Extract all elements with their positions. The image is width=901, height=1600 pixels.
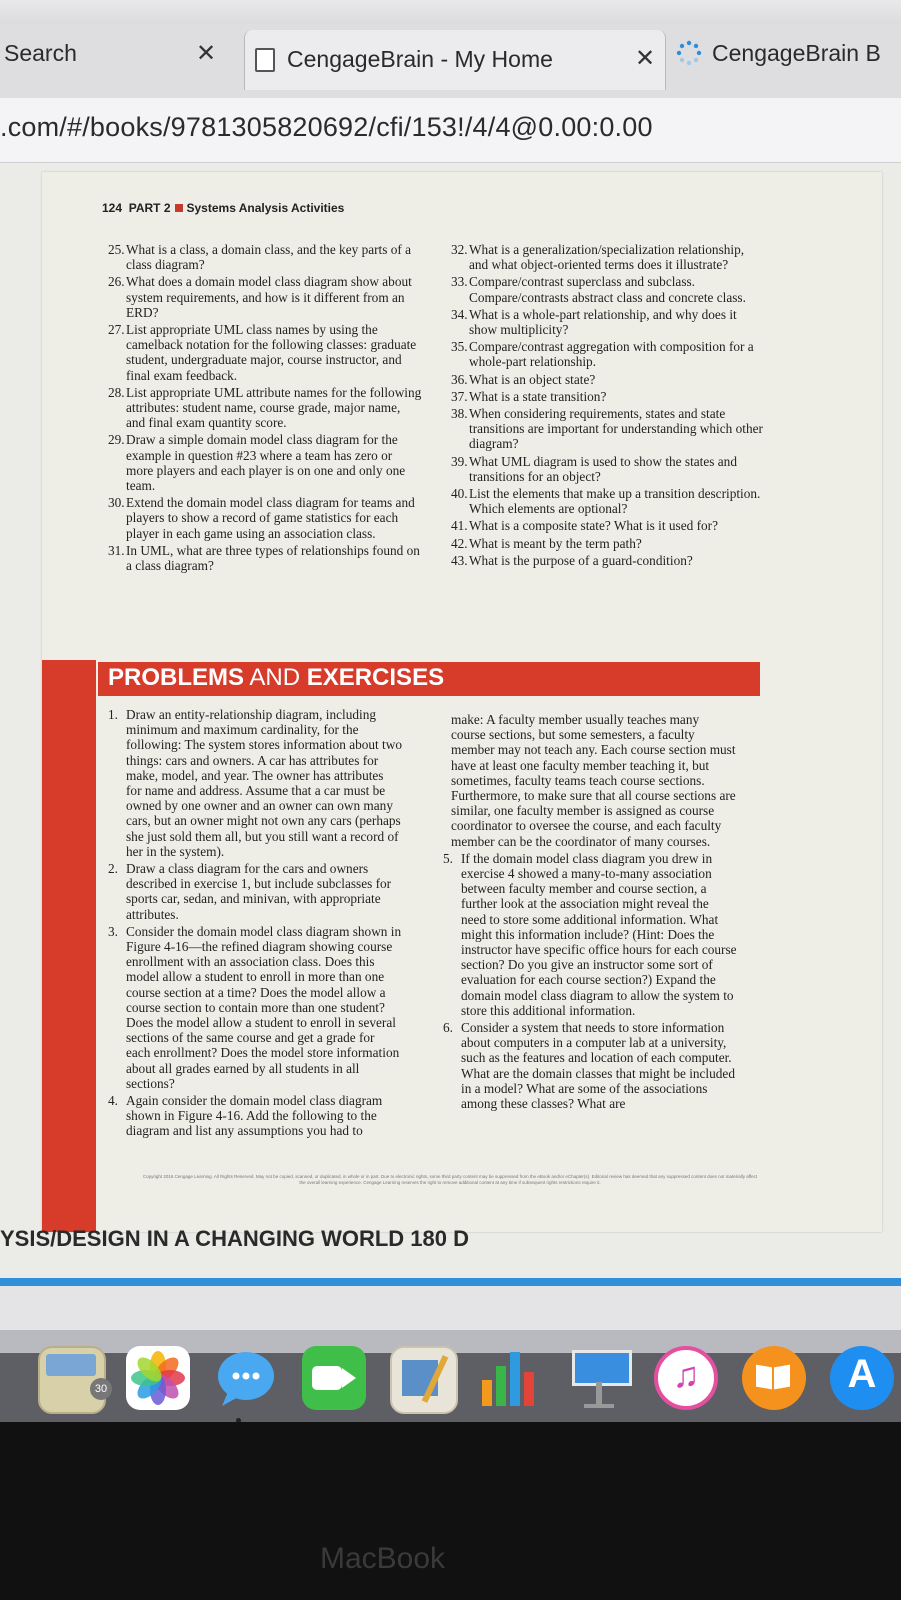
preview-icon[interactable] [390, 1346, 458, 1414]
section-banner [98, 662, 760, 696]
item-number: 33. [451, 274, 468, 290]
list-item [102, 274, 422, 320]
book-page-icon [756, 1365, 772, 1390]
item-number: 2. [108, 861, 118, 877]
item-text: Consider the domain model class diagram shown in Figure 4-16—the refined diagram showing course enrollment with an association class. Does this model allow a student to enroll in more than one course section at a time? Does the model allow a course section to contain more than one student? Does the model allow a student to enroll in several sections of the same course and get a grade for each enrollment? Does the model store information about all grades earned by all students in all sections? [126, 923, 402, 1091]
title-part: AND [244, 664, 307, 691]
item-text: What is the purpose of a guard-condition? [469, 552, 693, 568]
item-number: 4. [108, 1093, 118, 1109]
list-item [445, 274, 765, 304]
calendar-badge: 30 [90, 1378, 112, 1400]
item-text: In UML, what are three types of relationships found on a class diagram? [126, 542, 420, 574]
item-text: Draw a class diagram for the cars and owners described in exercise 1, but include subclasses for sports car, sedan, and minivan, with appropriate attributes. [126, 861, 392, 922]
loading-spinner-icon [676, 40, 702, 66]
list-item [102, 924, 402, 1091]
calendar-header [46, 1354, 96, 1376]
item-number: 32. [451, 242, 468, 257]
problems-left [102, 707, 402, 1141]
item-number: 36. [451, 371, 468, 387]
list-item [445, 486, 765, 516]
list-item [437, 851, 737, 1018]
numbers-icon[interactable] [478, 1346, 542, 1410]
list-item [445, 553, 765, 568]
section-label: Systems Analysis Activities [186, 201, 345, 215]
list-item [445, 389, 765, 404]
item-number: 42. [451, 535, 468, 551]
book-page-icon [774, 1365, 790, 1390]
item-number: 34. [451, 306, 468, 322]
photos-icon[interactable] [126, 1346, 190, 1410]
podium-stand-icon [596, 1382, 602, 1406]
url-text[interactable]: .com/#/books/9781305820692/cfi/153!/4/4@0.00:0.00 [0, 112, 653, 142]
item-number: 39. [451, 453, 468, 469]
item-number: 28. [108, 384, 125, 400]
item-number: 29. [108, 432, 125, 448]
messages-icon[interactable] [214, 1346, 278, 1410]
ibooks-icon[interactable] [742, 1346, 806, 1410]
item-text: What is a whole-part relationship, and why does it show multiplicity? [469, 306, 737, 338]
list-item [445, 454, 765, 484]
photos-flower-icon [126, 1346, 190, 1410]
tab-cengagebrain-b[interactable] [670, 28, 901, 78]
item-number: 1. [108, 707, 118, 722]
review-questions-right [445, 242, 765, 570]
tab-label: Search [4, 39, 77, 66]
bar-icon [482, 1380, 492, 1406]
item-text: If the domain model class diagram you drew in exercise 4 showed a many-to-many association between faculty member and course section, a further look at the association might reveal the need to store some additional information. What might this information include? (Hint: Does the instructor have specific office hours for each course section? Do you give an instructor some sort of evaluation for each course section?) Expand the domain model class diagram to allow the system to store this additional information. [461, 850, 737, 1018]
item-number: 5. [443, 850, 453, 866]
item-number: 25. [108, 242, 125, 257]
item-text: Consider a system that needs to store information about computers in a computer lab at a university, such as the features and location of each computer. What are the domain classes that might be included in a model? What are some of the associations among these classes? What are [461, 1020, 735, 1112]
list-item [102, 707, 402, 859]
podium-base-icon [584, 1404, 614, 1408]
list-item [102, 495, 422, 541]
itunes-icon[interactable] [654, 1346, 718, 1410]
music-note-icon: ♫ [672, 1354, 700, 1395]
item-text: What is a class, a domain class, and the key parts of a class diagram? [126, 242, 412, 273]
item-number: 38. [451, 406, 468, 422]
list-item [102, 861, 402, 922]
item-text: What does a domain model class diagram show about system requirements, and how is it different from an ERD? [126, 274, 412, 320]
item-text: What UML diagram is used to show the states and transitions for an object? [469, 453, 737, 484]
list-item [102, 1093, 402, 1139]
item-text: Extend the domain model class diagram for teams and players to show a record of game statistics for each player in each game using an association class. [126, 495, 415, 541]
bar-icon [524, 1372, 534, 1406]
list-item [102, 432, 422, 493]
item-number: 40. [451, 486, 468, 502]
tab-cengagebrain-home[interactable] [244, 30, 666, 90]
list-item [445, 372, 765, 387]
keynote-icon[interactable] [566, 1346, 630, 1410]
app-store-icon[interactable] [830, 1346, 894, 1410]
close-icon[interactable]: ✕ [635, 45, 656, 72]
bar-icon [510, 1352, 520, 1406]
list-item [445, 536, 765, 551]
copyright-notice: Copyright 2016 Cengage Learning. All Rights Reserved. May not be copied, scanned, or duplicated, in whole or in part. Due to electronic rights, some third party content may be suppressed from the eBook and/or eChapter(s). Editorial review has deemed that any suppressed content does not materially affect the overall learning experience. Cengage Learning reserves the right to remove additional content at any time if subsequent rights restrictions require it. [142, 1174, 758, 1185]
part-label: PART 2 [128, 201, 171, 215]
progress-bar [0, 1278, 901, 1286]
bar-icon [496, 1366, 506, 1406]
page-margin-bar [42, 660, 96, 1232]
list-item [437, 1020, 737, 1111]
speech-bubble-icon [214, 1346, 278, 1410]
page-number: 124 [102, 201, 123, 215]
list-item [102, 385, 422, 431]
book-title-banner: YSIS/DESIGN IN A CHANGING WORLD 180 D [0, 1226, 469, 1251]
item-text: What is a composite state? What is it used for? [469, 518, 718, 534]
review-questions-left [102, 242, 422, 575]
problems-right [437, 712, 737, 1113]
facetime-icon[interactable] [302, 1346, 366, 1410]
list-item [445, 307, 765, 337]
item-text: List appropriate UML class names by using the camelback notation for the following classes: graduate student, undergraduate major, course instructor, and final exam feedback. [126, 322, 417, 383]
item-number: 41. [451, 518, 468, 534]
calendar-icon[interactable] [38, 1346, 106, 1414]
list-item [102, 322, 422, 383]
address-bar[interactable] [0, 98, 901, 163]
item-number: 35. [451, 339, 468, 355]
list-item [445, 518, 765, 533]
item-number: 30. [108, 495, 125, 511]
list-item [102, 543, 422, 573]
square-bullet-icon [175, 204, 183, 212]
item-text: List appropriate UML attribute names for the following attributes: student name, course grade, major name, and final exam quantity score. [126, 384, 422, 431]
list-item [445, 339, 765, 369]
list-item [445, 406, 765, 452]
item-number: 26. [108, 274, 125, 290]
item-text: What is a state transition? [469, 388, 607, 404]
title-part: PROBLEMS [108, 664, 245, 691]
item-text: Draw a simple domain model class diagram for the example in question #23 where a team has zero or more players and each player is on one and only one team. [126, 432, 406, 494]
item-text: When considering requirements, states and state transitions are important for understanding which other diagram? [469, 406, 763, 452]
item-number: 6. [443, 1020, 453, 1036]
list-item [102, 242, 422, 272]
item-number: 27. [108, 322, 125, 338]
item-text: What is meant by the term path? [469, 535, 642, 551]
section-title [108, 664, 444, 692]
item-text: Draw an entity-relationship diagram, including minimum and maximum cardinality, for the following: The system stores information about two things: cars and owners. A car has attributes for make, model, and year. The owner has attributes for name and address. Assume that a car must be owned by one owner and an owner can own many cars, but an owner might not own any cars (perhaps she just sold them all, but you still want a record of her in the system). [126, 707, 403, 859]
laptop-bezel [0, 1422, 901, 1600]
item-number: 43. [451, 552, 468, 568]
document-icon [255, 48, 275, 72]
item-number: 37. [451, 388, 468, 404]
app-store-a-icon: A [847, 1352, 877, 1396]
item-number: 31. [108, 542, 125, 558]
item-text: Compare/contrast aggregation with composition for a whole-part relationship. [469, 339, 754, 370]
item-text: List the elements that make up a transition description. Which elements are optional? [469, 486, 761, 517]
presentation-screen-icon [572, 1350, 632, 1386]
camera-body-icon [312, 1366, 342, 1390]
tab-label: CengageBrain - My Home [287, 46, 553, 72]
window-titlebar [0, 0, 901, 24]
list-item [445, 242, 765, 272]
tab-label: CengageBrain B [712, 39, 881, 66]
macbook-label: MacBook [320, 1542, 446, 1575]
title-part: EXERCISES [306, 664, 445, 691]
close-icon[interactable]: ✕ [196, 39, 217, 67]
tab-search[interactable] [0, 28, 240, 78]
item-text: What is an object state? [469, 371, 596, 387]
item-text: Again consider the domain model class diagram shown in Figure 4-16. Add the following to the diagram and list any assumptions you had to [126, 1093, 383, 1139]
continued-text: make: A faculty member usually teaches many course sections, but some semesters, a faculty member may not teach any. Each course section must have at least one faculty member teaching it, but sometimes, faculty teams teach course sections. Furthermore, to make sure that all course sections are similar, one faculty member is assigned as course coordinator to oversee the course, and each faculty member can be the coordinator of many courses. [451, 712, 736, 849]
item-text: Compare/contrast superclass and subclass. Compare/contrasts abstract class and concrete class. [469, 274, 746, 305]
camera-lens-icon [342, 1368, 356, 1388]
item-text: What is a generalization/specialization relationship, and what object-oriented terms does it illustrate? [469, 242, 745, 273]
page-header [102, 201, 344, 215]
item-number: 3. [108, 923, 118, 939]
